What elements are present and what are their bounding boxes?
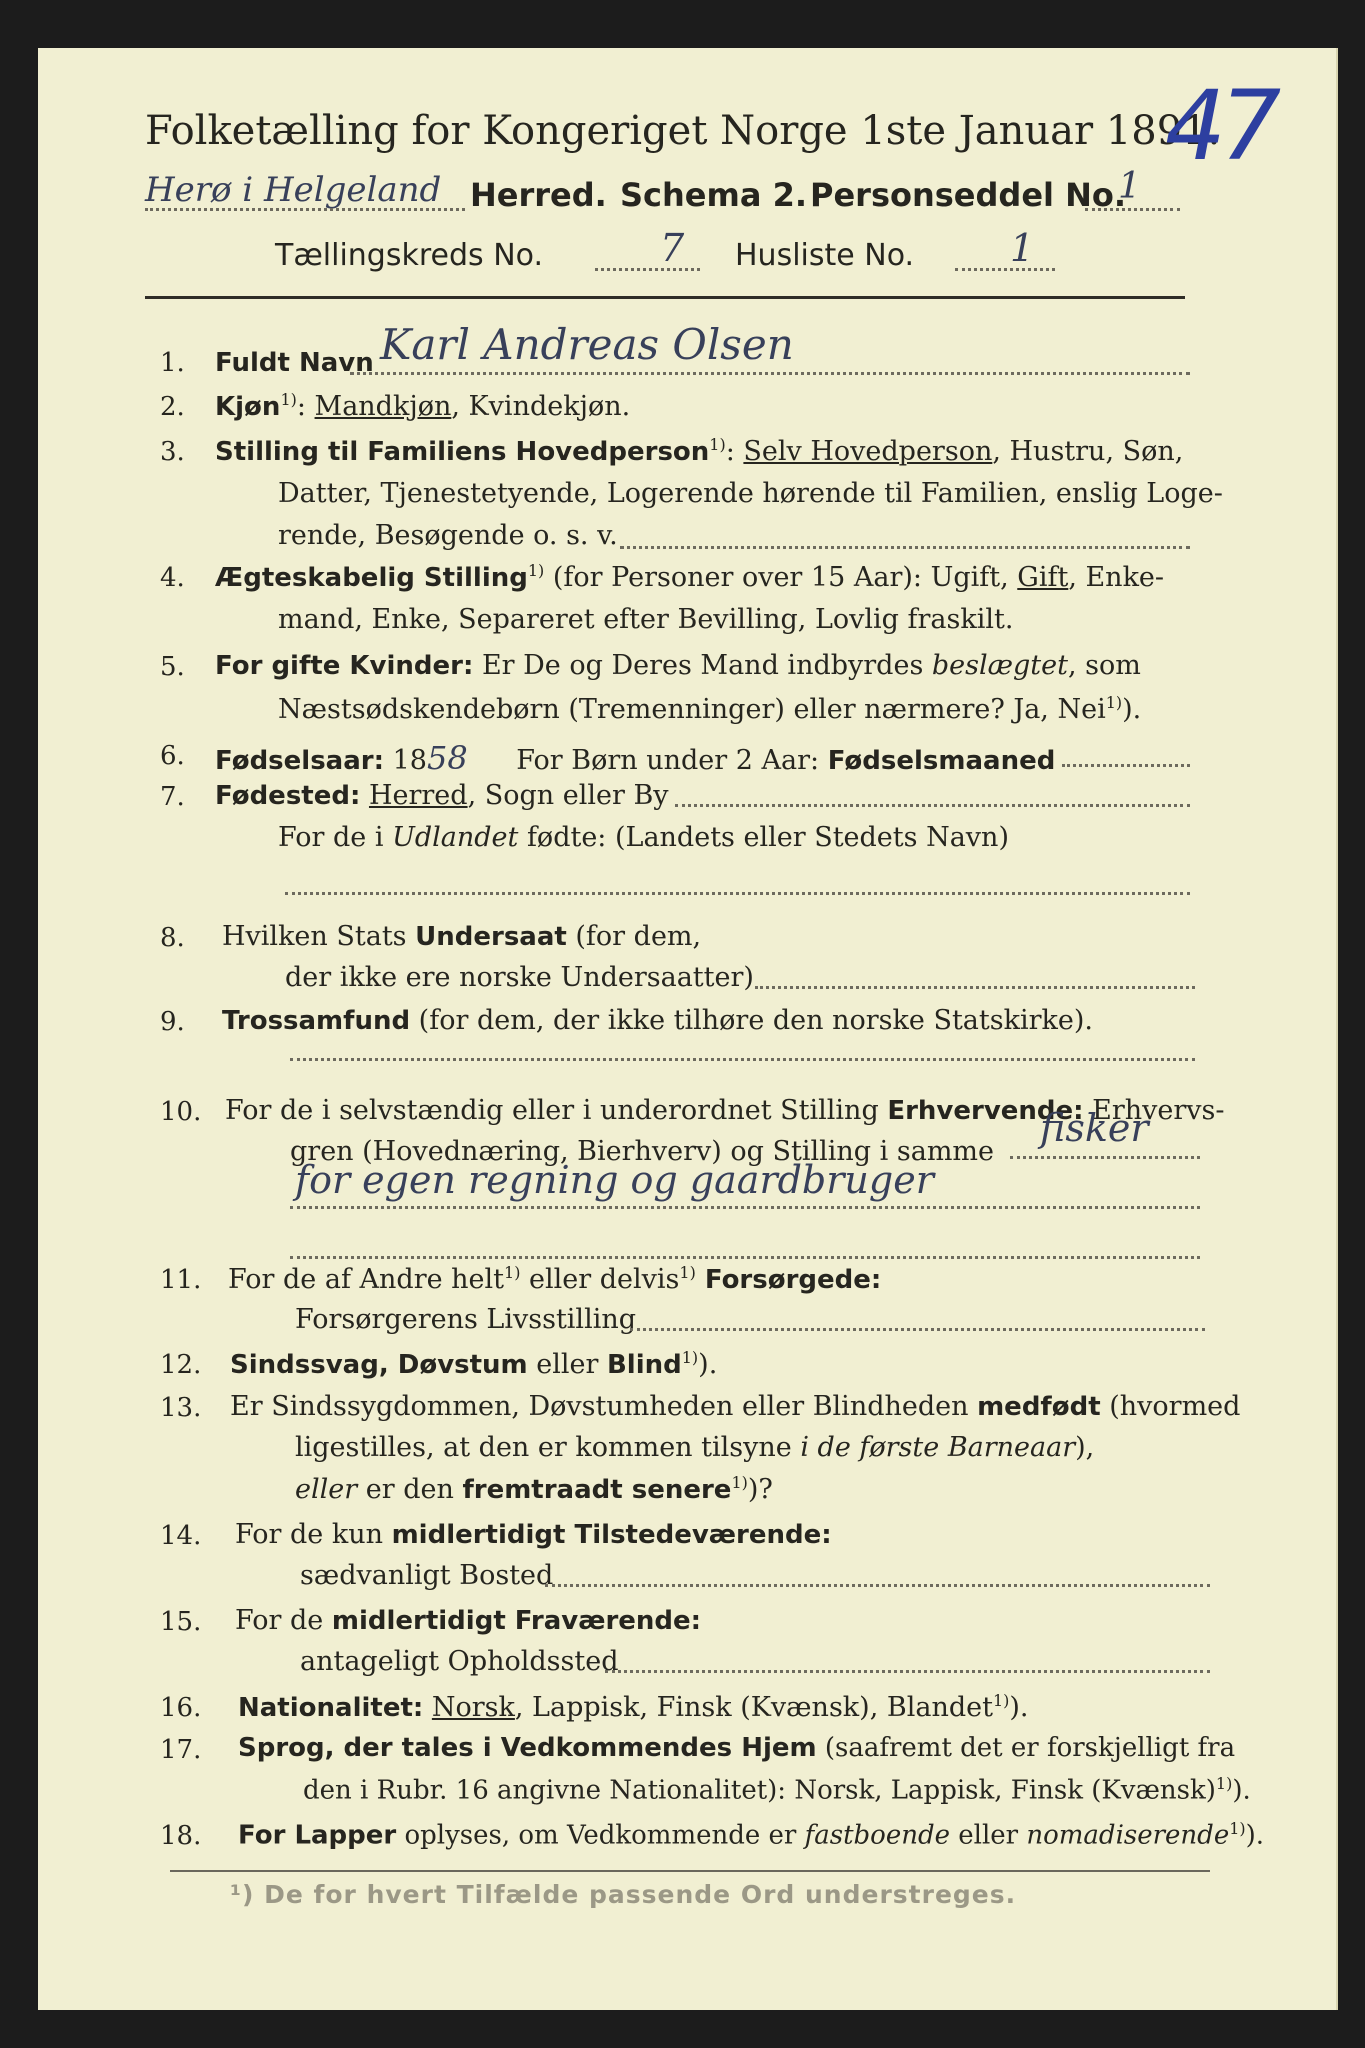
header-rule bbox=[145, 296, 1185, 299]
husliste-label: Husliste No. bbox=[735, 238, 915, 273]
label-fuldt-navn: Fuldt Navn bbox=[215, 348, 374, 378]
personseddel-number: 1 bbox=[1118, 166, 1141, 207]
form-text: Kjøn bbox=[215, 392, 281, 422]
item-number: 12. bbox=[160, 1350, 202, 1380]
form-text: eller delvis bbox=[520, 1264, 680, 1295]
selected-gift: Gift bbox=[1017, 562, 1069, 593]
personseddel-label: Personseddel No. bbox=[810, 176, 1127, 214]
selected-herred: Herred bbox=[368, 780, 468, 811]
form-text: nomadiserende bbox=[1026, 1820, 1230, 1851]
item-number: 11. bbox=[160, 1265, 202, 1295]
form-text: midlertidigt Tilstedeværende: bbox=[391, 1520, 832, 1550]
q11-line1 bbox=[228, 1263, 881, 1295]
dotted-answer-line bbox=[350, 372, 1190, 375]
item-number: 10. bbox=[160, 1097, 202, 1127]
dotted-answer-line bbox=[145, 208, 465, 211]
selected-selv-hovedperson: Selv Hovedperson bbox=[743, 436, 993, 467]
kreds-number: 7 bbox=[660, 226, 685, 270]
form-text: eller bbox=[527, 1349, 607, 1380]
item-number: 9. bbox=[160, 1007, 185, 1037]
dotted-answer-line bbox=[630, 1328, 1205, 1331]
q9-line bbox=[222, 1005, 1093, 1036]
form-text: : bbox=[725, 436, 744, 467]
form-text: Fødselsmaaned bbox=[827, 746, 1056, 776]
form-text: 1) bbox=[709, 435, 726, 454]
form-text: ). bbox=[1009, 1692, 1029, 1723]
form-text: For de i selvstændig eller i underordnet Stilling bbox=[225, 1095, 888, 1126]
q8-line1 bbox=[222, 921, 701, 952]
form-text: (for dem, der ikke tilhøre den norske Statskirke). bbox=[410, 1005, 1093, 1036]
q15-line1 bbox=[235, 1605, 701, 1636]
q8-line2: der ikke ere norske Undersaatter) bbox=[285, 962, 754, 993]
selected-mandkjon: Mandkjøn bbox=[314, 391, 452, 422]
answer-full-name: Karl Andreas Olsen bbox=[380, 320, 794, 369]
form-text: Undersaat bbox=[415, 922, 567, 952]
form-text: For de i bbox=[278, 822, 393, 853]
q7-line1 bbox=[215, 780, 669, 811]
herred-label: Herred. bbox=[470, 176, 607, 214]
form-text: , Hustru, Søn, bbox=[992, 436, 1184, 467]
dotted-answer-line bbox=[290, 1256, 1200, 1259]
form-text: For de bbox=[235, 1605, 332, 1636]
q4-line2: mand, Enke, Separeret efter Bevilling, Lovlig fraskilt. bbox=[278, 604, 1014, 635]
form-text: )? bbox=[747, 1474, 773, 1505]
item-number: 6. bbox=[160, 741, 185, 771]
dotted-answer-line bbox=[1010, 1156, 1200, 1159]
form-text: ligestilles, at den er kommen tilsyne bbox=[295, 1432, 801, 1463]
form-text: 1) bbox=[1105, 693, 1123, 712]
answer-occupation-detail: for egen regning og gaardbruger bbox=[295, 1158, 934, 1202]
item-number: 14. bbox=[160, 1521, 202, 1551]
form-text: 1) bbox=[1215, 1774, 1233, 1793]
form-text: Er Sindssygdommen, Døvstumheden eller Blindheden bbox=[230, 1391, 978, 1422]
dotted-answer-line bbox=[605, 1670, 1210, 1673]
husliste-number: 1 bbox=[1010, 226, 1035, 270]
form-text: Ægteskabelig Stilling bbox=[215, 563, 528, 593]
item-number: 3. bbox=[160, 437, 185, 467]
dotted-answer-line bbox=[955, 268, 1055, 271]
q15-line2: antageligt Opholdssted bbox=[300, 1646, 619, 1677]
form-text: Næstsødskendebørn (Tremenninger) eller nærmere? Ja, Nei bbox=[278, 694, 1106, 725]
dotted-answer-line bbox=[595, 268, 700, 271]
form-text: beslægtet bbox=[931, 650, 1068, 681]
form-text: (hvormed bbox=[1100, 1391, 1241, 1422]
answer-birth-year: 58 bbox=[426, 739, 468, 777]
q17-line1 bbox=[238, 1733, 1235, 1763]
form-text: eller bbox=[950, 1820, 1027, 1851]
selected-norsk: Norsk bbox=[431, 1692, 515, 1723]
form-text: : bbox=[296, 391, 315, 422]
q7-line2 bbox=[278, 822, 1009, 853]
q10-line2: gren (Hovednæring, Bierhverv) og Stilling i samme bbox=[290, 1136, 995, 1167]
dotted-answer-line bbox=[545, 1584, 1210, 1587]
form-text: Fødested: bbox=[215, 781, 361, 811]
item-number: 17. bbox=[160, 1735, 202, 1765]
form-text: Fødselsaar: bbox=[215, 746, 384, 776]
form-text: midlertidigt Fraværende: bbox=[331, 1606, 702, 1636]
form-text: 1) bbox=[679, 1263, 696, 1282]
form-text: (for Personer over 15 Aar): Ugift, bbox=[544, 562, 1018, 593]
form-text: Nationalitet: bbox=[238, 1693, 424, 1723]
dotted-answer-line bbox=[1062, 764, 1190, 767]
dotted-answer-line bbox=[285, 892, 1190, 895]
item-number: 1. bbox=[160, 348, 185, 378]
sheet-number: 47 bbox=[1165, 70, 1276, 182]
item-number: 15. bbox=[160, 1607, 202, 1637]
form-text: Sprog, der tales i Vedkommendes Hjem bbox=[238, 1733, 817, 1763]
form-text: 1) bbox=[1229, 1819, 1246, 1838]
dotted-answer-line bbox=[675, 804, 1190, 807]
form-text: Hvilken Stats bbox=[222, 921, 416, 952]
form-text: , Sogn eller By bbox=[467, 780, 669, 811]
form-text: oplyses, om Vedkommende er bbox=[396, 1820, 805, 1851]
q5-line1 bbox=[215, 650, 1141, 681]
item-number: 4. bbox=[160, 563, 185, 593]
form-text: Stilling til Familiens Hovedperson bbox=[215, 437, 710, 467]
form-text: 1) bbox=[527, 561, 545, 580]
form-text: Forsørgede: bbox=[695, 1265, 882, 1295]
form-text: Blind bbox=[606, 1350, 682, 1380]
item-number: 16. bbox=[160, 1693, 202, 1723]
form-text: 1) bbox=[280, 390, 297, 409]
footnote: ¹) De for hvert Tilfælde passende Ord understreges. bbox=[230, 1880, 1017, 1909]
item-number: 7. bbox=[160, 782, 185, 812]
form-text: ). bbox=[1245, 1820, 1265, 1851]
form-text: ), bbox=[1075, 1432, 1095, 1463]
form-text: (for dem, bbox=[566, 921, 702, 952]
form-text: , Kvindekjøn. bbox=[451, 391, 631, 422]
form-text: fødte: (Landets eller Stedets Navn) bbox=[518, 822, 1009, 853]
form-text: For de af Andre helt bbox=[228, 1264, 505, 1295]
q16-line bbox=[238, 1691, 1029, 1723]
q3-line2: Datter, Tjenestetyende, Logerende hørende til Familien, enslig Loge- bbox=[278, 478, 1223, 509]
form-text: Erhvervende: bbox=[887, 1096, 1084, 1126]
kreds-label: Tællingskreds No. bbox=[275, 238, 543, 273]
q2-line bbox=[215, 390, 630, 422]
form-text: (saafremt det er forskjelligt fra bbox=[816, 1733, 1236, 1763]
q18-line bbox=[238, 1819, 1264, 1851]
form-text: Sindssvag, Døvstum bbox=[230, 1350, 528, 1380]
q5-line2 bbox=[278, 693, 1141, 725]
q14-line2: sædvanligt Bosted bbox=[300, 1560, 554, 1591]
q14-line1 bbox=[235, 1519, 832, 1550]
q11-line2: Forsørgerens Livsstilling bbox=[295, 1304, 637, 1335]
form-title: Folketælling for Kongeriget Norge 1ste Januar 1891. bbox=[145, 108, 1221, 154]
dotted-answer-line bbox=[755, 986, 1195, 989]
dotted-answer-line bbox=[290, 1058, 1195, 1061]
form-text: , Enke- bbox=[1068, 562, 1165, 593]
form-text: , som bbox=[1068, 650, 1141, 681]
form-text: 1) bbox=[681, 1348, 699, 1367]
form-text: den i Rubr. 16 angivne Nationalitet): Norsk, Lappisk, Finsk (Kvænsk) bbox=[303, 1775, 1216, 1806]
form-text: 1) bbox=[992, 1691, 1010, 1710]
q12-line bbox=[230, 1348, 717, 1380]
item-number: 18. bbox=[160, 1821, 202, 1851]
dotted-answer-line bbox=[1085, 208, 1180, 211]
item-number: 13. bbox=[160, 1393, 202, 1423]
q6-line bbox=[215, 739, 1055, 777]
form-text: medfødt bbox=[977, 1392, 1101, 1422]
q4-line1 bbox=[215, 561, 1164, 593]
answer-occupation: fisker bbox=[1040, 1106, 1149, 1150]
form-text: i de første Barneaar bbox=[800, 1432, 1076, 1463]
item-number: 2. bbox=[160, 392, 185, 422]
q3-line1 bbox=[215, 435, 1183, 467]
form-text: For gifte Kvinder: bbox=[215, 651, 474, 681]
form-text: Erhvervs- bbox=[1083, 1095, 1225, 1126]
form-text: For Børn under 2 Aar: bbox=[507, 745, 828, 776]
form-text: ). bbox=[1232, 1775, 1251, 1806]
q17-line2 bbox=[303, 1774, 1251, 1806]
form-text: ). bbox=[1122, 694, 1142, 725]
form-text: , Lappisk, Finsk (Kvænsk), Blandet bbox=[514, 1692, 993, 1723]
form-text: eller bbox=[295, 1474, 358, 1505]
form-text: er den bbox=[357, 1474, 463, 1505]
form-text: For de kun bbox=[235, 1519, 392, 1550]
form-text: For Lapper bbox=[238, 1820, 397, 1851]
footnote-rule bbox=[170, 1870, 1210, 1872]
dotted-answer-line bbox=[620, 546, 1190, 549]
item-number: 8. bbox=[160, 923, 185, 953]
item-number: 5. bbox=[160, 652, 185, 682]
form-text: Udlandet bbox=[392, 822, 519, 853]
form-text: Er De og Deres Mand indbyrdes bbox=[473, 650, 932, 681]
form-text: Trossamfund bbox=[222, 1006, 411, 1036]
form-text: ). bbox=[698, 1349, 718, 1380]
q3-line3: rende, Besøgende o. s. v. bbox=[278, 520, 618, 551]
form-text: fremtraadt senere bbox=[462, 1475, 732, 1505]
q13-line2 bbox=[295, 1432, 1094, 1463]
form-text: 1) bbox=[504, 1263, 521, 1282]
form-text: fastboende bbox=[804, 1820, 950, 1851]
herred-handwritten: Herø i Helgeland bbox=[145, 170, 442, 210]
q13-line1 bbox=[230, 1391, 1240, 1422]
schema-label: Schema 2. bbox=[620, 176, 807, 214]
q13-line3 bbox=[295, 1473, 773, 1505]
dotted-answer-line bbox=[290, 1206, 1200, 1209]
form-text: 18 bbox=[384, 745, 427, 776]
form-text: 1) bbox=[731, 1473, 748, 1492]
